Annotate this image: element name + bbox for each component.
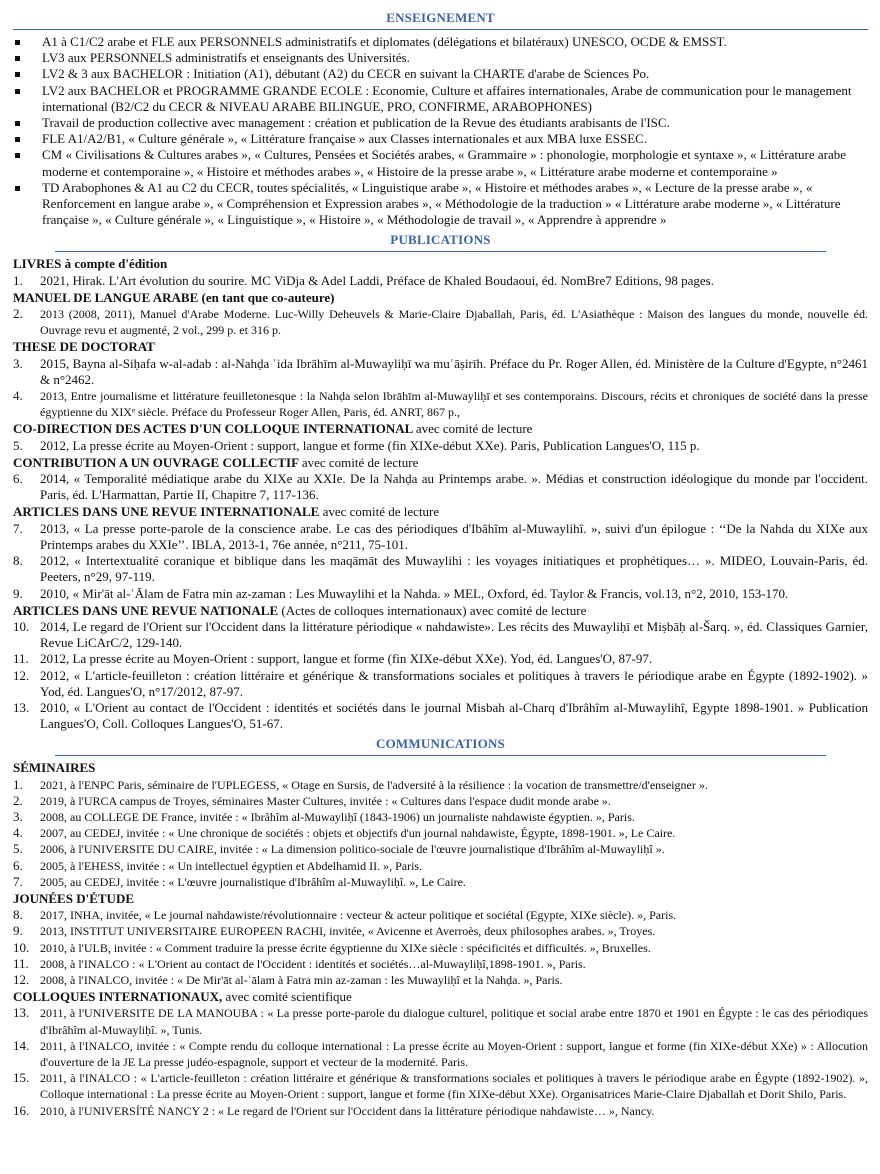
category-heading <box>13 290 868 306</box>
item-text: 2013, INSTITUT UNIVERSITAIRE EUROPEEN RACHI, invitée, « Avicenne et Averroès, deux philosophes arabes. », Troyes. <box>40 924 656 939</box>
enseignement-item: FLE A1/A2/B1, « Culture générale », « Littérature française » aux Classes internationales et aux MBA luxe ESSEC. <box>13 131 868 147</box>
item-number: 3. <box>13 808 23 824</box>
category-heading-text: LIVRES à compte d'édition <box>13 256 168 272</box>
item-number: 15. <box>13 1070 30 1086</box>
enseignement-item: A1 à C1/C2 arabe et FLE aux PERSONNELS administratifs et diplomates (délégations et bilatéraux) UNESCO, OCDE & EMSST. <box>13 34 868 50</box>
item-text: 2017, INHA, invitée, « Le journal nahdawiste/révolutionnaire : vecteur & acteur politique et sociétal (Egypte, XIXe siècle). », Paris. <box>40 908 677 923</box>
category-heading <box>13 504 868 520</box>
communication-item <box>13 1103 868 1119</box>
communication-item <box>13 956 868 972</box>
category-heading-text: JOUNÉES D'ÉTUDE <box>13 890 134 906</box>
category-note: avec comité scientifique <box>225 989 352 1005</box>
item-text: 2014, Le regard de l'Orient sur l'Occident dans la littérature périodique « nahdawiste». Les récits des Muwayliḥī et Miṣbāḥ al-Šarq. », éd. Classiques Garnier, Revue LiCArC/2, 129-140. <box>40 618 868 651</box>
publication-item <box>13 388 868 420</box>
communication-item <box>13 858 868 874</box>
item-text: 2008, à l'INALCO, invitée : « De Mir'āt al-ʿālam à Fatra min az-zaman : les Muwayliḥî et la Nahḍa. », Paris. <box>40 972 563 987</box>
item-number: 13. <box>13 1005 30 1021</box>
enseignement-item: CM « Civilisations & Cultures arabes », « Cultures, Pensées et Sociétés arabes, « Grammaire » : phonologie, morphologie et syntaxe », « Littérature arabe moderne et contemporaine », « Histoire et méthodes arabes », « Histoire de la presse arabe », « Littérature arabe moderne et contemporaine » <box>13 147 868 179</box>
communication-item <box>13 972 868 988</box>
item-text: 2010, « Mir'āt al-ʿĀlam de Fatra min az-zaman : Les Muwaylihi et la Nahda. » MEL, Oxford, éd. Taylor & Francis, vol.13, n°2, 2010, 153-170. <box>40 585 789 601</box>
item-text: 2005, à l'EHESS, invitée : « Un intellectuel égyptien et Abdelhamid II. », Paris. <box>40 858 423 873</box>
communication-item <box>13 841 868 857</box>
item-number: 7. <box>13 520 23 536</box>
item-text: 2013, « La presse porte-parole de la conscience arabe. Le cas des périodiques d'Ibâhîm al-Muwaylihî. », suivi d'un épilogue : ‘‘De la Nahda du XIXe aux Printemps arabes du XXIe’’. IBLA, 2013-1, 76e année, n°211, 75-101. <box>40 520 868 552</box>
item-number: 4. <box>13 825 23 841</box>
item-number: 14. <box>13 1037 30 1053</box>
communication-list <box>13 1005 868 1118</box>
item-text: 2005, au CEDEJ, invitée : « L'œuvre journalistique d'Ibrâhîm al-Muwayliḥî. », Le Caire. <box>40 874 466 889</box>
item-text: 2006, à l'UNIVERSITE DU CAIRE, invitée : « La dimension politico-sociale de l'œuvre journalistique d'Ibrâhîm al-Muwayliḥî ». <box>40 842 665 857</box>
enseignement-item: LV3 aux PERSONNELS administratifs et enseignants des Universités. <box>13 50 868 66</box>
category-heading-text: CO-DIRECTION DES ACTES D'UN COLLOQUE INTERNATIONAL <box>13 421 413 437</box>
item-number: 6. <box>13 857 23 873</box>
item-number: 12. <box>13 667 30 683</box>
publication-list <box>13 306 868 338</box>
item-text: 2019, à l'URCA campus de Troyes, séminaires Master Cultures, invitée : « Cultures dans l'espace dudit monde arabe ». <box>40 793 611 808</box>
enseignement-item: TD Arabophones & A1 au C2 du CECR, toutes spécialités, « Linguistique arabe », « Histoire et méthodes arabes », « Lecture de la presse arabe », « Renforcement en langue arabe », « Compréhension et Expression arabes », « Méthodologie de la traduction » « Littérature arabe moderne », « Littérature française », « Culture générale », « Linguistique », « Histoire », « Méthodologie de travail », « Apprendre à apprendre » <box>13 180 868 229</box>
item-number: 5. <box>13 841 23 857</box>
category-heading <box>13 256 868 272</box>
category-heading-text: MANUEL DE LANGUE ARABE (en tant que co-auteure) <box>13 289 335 305</box>
communication-item <box>13 940 868 956</box>
communication-item <box>13 1005 868 1037</box>
category-heading <box>13 989 868 1005</box>
communication-item <box>13 793 868 809</box>
communication-list <box>13 907 868 988</box>
publication-list <box>13 273 868 289</box>
item-number: 9. <box>13 585 23 601</box>
enseignement-item: LV2 aux BACHELOR et PROGRAMME GRANDE ECOLE : Economie, Culture et affaires internationales, Arabe de communication pour le management international (B2/C2 du CECR & NIVEAU ARABE BILINGUE, PRO, CONFIRME, ARABOPHONES) <box>13 83 868 115</box>
item-number: 12. <box>13 971 30 987</box>
item-number: 2. <box>13 306 23 322</box>
item-text: 2011, à l'INALCO : « L'article-feuilleton : création littéraire et générique & transformations sociales et politiques à travers le périodique arabe en Égypte (1892-1902). », Colloque international : La presse écrite au Moyen-Orient : support, langue et forme (fin XIXe-début XXe). Organisatrices Marie-Claire Djaballah et Dorit Shilo, Paris. <box>40 1071 868 1102</box>
section-divider <box>13 29 868 30</box>
item-text: 2013, Entre journalisme et littérature feuilletonesque : la Nahḍa selon Ibrāhīm al-Muwayliḥī et ses contemporains. Discours, récits et chroniques de société dans la presse égyptienne du XIXᵉ siècle. Préface du Professeur Roger Allen, Paris, éd. ANRT, 867 p., <box>40 389 868 420</box>
item-number: 7. <box>13 873 23 889</box>
category-heading-text: CONTRIBUTION A UN OUVRAGE COLLECTIF <box>13 454 299 470</box>
item-text: 2011, à l'UNIVERSITE DE LA MANOUBA : « La presse porte-parole du dialogue culturel, politique et social arabe entre 1870 et 1901 en Égypte : le cas des périodiques d'Ibrâhîm al-Muwayliḥî. », Tunis. <box>40 1006 868 1037</box>
category-heading <box>13 603 868 619</box>
item-number: 2. <box>13 792 23 808</box>
publication-list <box>13 471 868 503</box>
publication-list <box>13 619 868 732</box>
item-number: 4. <box>13 388 23 404</box>
communication-item <box>13 874 868 890</box>
item-number: 11. <box>13 651 29 667</box>
item-text: 2013 (2008, 2011), Manuel d'Arabe Moderne. Luc-Willy Deheuvels & Marie-Claire Djaballah, Paris, éd. L'Asiathèque : Maison des langues du monde, nouvelle éd. Ouvrage revu et augmenté, 2 vol., 299 p. et 316 p. <box>40 307 868 338</box>
category-heading-text: THESE DE DOCTORAT <box>13 339 155 355</box>
item-text: 2021, Hirak. L'Art évolution du sourire. MC ViDja & Adel Laddi, Préface de Khaled Boudaoui, éd. NomBre7 Editions, 98 pages. <box>40 272 714 288</box>
item-text: 2015, Bayna al-Siḥafa w-al-adab : al-Nahḍa ʿida Ibrāhīm al-Muwayliḥī wa muʿāṣirīh. Préface du Pr. Roger Allen, éd. Ministère de la Culture d'Egypte, n°2461 & n°2462. <box>40 355 868 387</box>
category-heading <box>13 339 868 355</box>
communication-item <box>13 1038 868 1070</box>
item-number: 9. <box>13 923 23 939</box>
item-text: 2014, « Temporalité médiatique arabe du XIXe au XXIe. De la Nahḍa au Printemps arabe. ». Médias et construction idéologique du monde par l'occident. Paris, éd. L'Harmattan, Partie II, Chapitre 7, 117-136. <box>40 471 868 503</box>
publication-item <box>13 273 868 289</box>
publication-item <box>13 438 868 454</box>
item-number: 10. <box>13 939 30 955</box>
item-text: 2008, à l'INALCO : « L'Orient au contact de l'Occident : identités et sociétés…al-Muwayliḥî,1898-1901. », Paris. <box>40 956 586 971</box>
publication-list <box>13 356 868 421</box>
communication-item <box>13 809 868 825</box>
item-number: 16. <box>13 1102 30 1118</box>
category-heading-text: SÉMINAIRES <box>13 760 96 776</box>
category-heading-text: ARTICLES DANS UNE REVUE INTERNATIONALE <box>13 504 320 520</box>
item-text: 2012, La presse écrite au Moyen-Orient : support, langue et forme (fin XIXe-début XXe). Paris, Publication Langues'O, 115 p. <box>40 437 700 453</box>
enseignement-list <box>13 34 868 228</box>
category-heading <box>13 455 868 471</box>
item-text: 2012, La presse écrite au Moyen-Orient : support, langue et forme (fin XIXe-début XXe). Yod, éd. Langues'O, 87-97. <box>40 651 653 667</box>
item-text: 2012, « Intertextualité coranique et biblique dans les maqāmāt des Muwaylihi : les voyages initiatiques et prophétiques… ». MIDEO, Louvain-Paris, éd. Peeters, n°29, 97-119. <box>40 553 868 585</box>
item-text: 2012, « L'article-feuilleton : création littéraire et générique & transformations sociales et politiques à travers le périodique arabe en Égypte (1892-1902). » Yod, éd. Langues'O, n°17/2012, 87-97. <box>40 667 868 699</box>
item-text: 2010, à l'ULB, invitée : « Comment traduire la presse écrite égyptienne du XIXe siècle : spécificités et difficultés. », Bruxelles. <box>40 940 651 955</box>
category-heading-text: ARTICLES DANS UNE REVUE NATIONALE <box>13 602 279 618</box>
section-title-publications: PUBLICATIONS <box>390 232 491 248</box>
category-heading <box>13 421 868 437</box>
category-heading <box>13 891 868 907</box>
item-text: 2008, au COLLEGE DE France, invitée : « Ibrâhîm al-Muwayliḥî (1843-1906) un journaliste nahdawiste égyptien. », Paris. <box>40 809 635 824</box>
category-note: avec comité de lecture <box>322 504 440 520</box>
item-text: 2007, au CEDEJ, invitée : « Une chronique de sociétés : objets et objectifs d'un journal nahdawiste, Égypte, 1898-1901. », Le Caire. <box>40 826 676 841</box>
enseignement-item: Travail de production collective avec management : création et publication de la Revue des étudiants arabisants de l'ISC. <box>13 115 868 131</box>
publication-item <box>13 471 868 503</box>
publication-item <box>13 700 868 732</box>
item-number: 1. <box>13 272 23 288</box>
item-number: 6. <box>13 471 23 487</box>
section-title-communications: COMMUNICATIONS <box>376 736 505 752</box>
communication-list <box>13 777 868 890</box>
category-note: (Actes de colloques internationaux) avec comité de lecture <box>281 602 587 618</box>
item-text: 2011, à l'INALCO, invitée : « Compte rendu du colloque international : La presse écrite au Moyen-Orient : support, langue et forme (fin XIXe-début XXe) » : Allocution d'ouverture de la JE La presse judéo-espagnole, support et vecteur de la modernité. Paris. <box>40 1038 868 1069</box>
communication-item <box>13 825 868 841</box>
category-note: avec comité de lecture <box>415 421 533 437</box>
communication-item <box>13 923 868 939</box>
publication-list <box>13 521 868 602</box>
communication-item <box>13 1070 868 1102</box>
item-number: 8. <box>13 907 23 923</box>
enseignement-item: LV2 & 3 aux BACHELOR : Initiation (A1), débutant (A2) du CECR en suivant la CHARTE d'arabe de Sciences Po. <box>13 66 868 82</box>
item-number: 8. <box>13 553 23 569</box>
item-text: 2021, à l'ENPC Paris, séminaire de l'UPLEGESS, « Otage en Sursis, de l'adversité à la résilience : la vocation de transmettre/d'enseigner ». <box>40 777 708 792</box>
publication-item <box>13 306 868 338</box>
item-number: 13. <box>13 699 30 715</box>
category-note: avec comité de lecture <box>301 454 419 470</box>
section-divider <box>55 755 826 756</box>
item-text: 2010, à l'UNIVERSÍTÉ NANCY 2 : « Le regard de l'Orient sur l'Occident dans la littérature périodique nahdawiste… », Nancy. <box>40 1103 655 1118</box>
publication-item <box>13 553 868 585</box>
item-text: 2010, « L'Orient au contact de l'Occident : identités et sociétés dans le journal Misbah al-Charq d'Ibrâhîm al-Muwaylihî, Egypte 1898-1901. » Publication Langues'O, Coll. Colloques Langues'O, 51-67. <box>40 699 868 732</box>
publication-item <box>13 619 868 651</box>
item-number: 1. <box>13 776 23 792</box>
item-number: 3. <box>13 355 23 371</box>
item-number: 10. <box>13 618 30 634</box>
publication-list <box>13 438 868 454</box>
publication-item <box>13 651 868 667</box>
publication-item <box>13 521 868 553</box>
publication-item <box>13 356 868 388</box>
communication-item <box>13 907 868 923</box>
publication-item <box>13 586 868 602</box>
publication-item <box>13 668 868 700</box>
item-number: 5. <box>13 437 23 453</box>
category-heading <box>13 760 868 776</box>
section-title-enseignement: ENSEIGNEMENT <box>386 10 495 25</box>
category-heading-text: COLLOQUES INTERNATIONAUX, <box>13 989 223 1005</box>
section-divider <box>55 251 826 252</box>
item-number: 11. <box>13 955 29 971</box>
communication-item <box>13 777 868 793</box>
